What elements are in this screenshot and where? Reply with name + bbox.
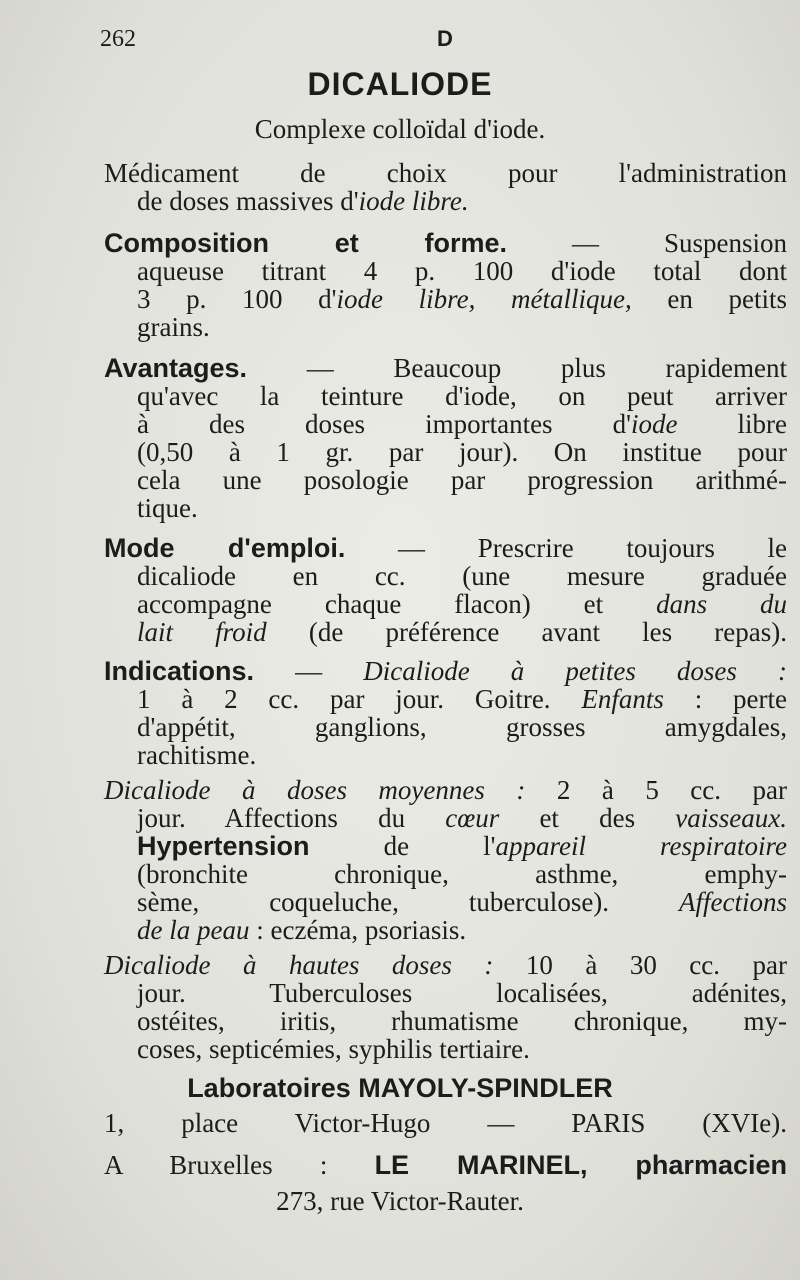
- composition-line-3: 3 p. 100 d'iode libre, métallique, en petits: [137, 284, 787, 314]
- section-letter: D: [437, 26, 453, 51]
- indications-line-4: rachitisme.: [137, 740, 257, 770]
- avantages-line-3: à des doses importantes d'iode libre: [137, 409, 788, 439]
- brussels-line: A Bruxelles : LE MARINEL, pharmacien: [104, 1150, 787, 1180]
- avantages-line-2: qu'avec la teinture d'iode, on peut arriver: [137, 381, 787, 411]
- indications-line-2: 1 à 2 cc. par jour. Goitre. Enfants : perte: [137, 684, 788, 714]
- mode-line-4: lait froid (de préférence avant les repas).: [137, 617, 787, 647]
- laboratory-name: Laboratoires MAYOLY-SPINDLER: [187, 1073, 613, 1103]
- moyennes-line-1: Dicaliode à doses moyennes : 2 à 5 cc. par: [104, 775, 787, 805]
- composition-line-2: aqueuse titrant 4 p. 100 d'iode total dont: [137, 256, 787, 286]
- indications-line-3: d'appétit, ganglions, grosses amygdales,: [137, 712, 787, 742]
- intro-line-1: Médicament de choix pour l'administration: [104, 158, 787, 188]
- indications-line-1: Indications. — Dicaliode à petites doses :: [104, 656, 788, 686]
- hautes-line-1: Dicaliode à hautes doses : 10 à 30 cc. par: [104, 950, 787, 980]
- moyennes-line-4: (bronchite chronique, asthme, emphy-: [137, 859, 787, 889]
- avantages-line-6: tique.: [137, 493, 198, 523]
- mode-line-2: dicaliode en cc. (une mesure graduée: [137, 561, 787, 591]
- avantages-line-4: (0,50 à 1 gr. par jour). On institue pour: [137, 437, 787, 467]
- composition-label: Composition et forme.: [104, 228, 507, 258]
- hautes-line-4: coses, septicémies, syphilis tertiaire.: [137, 1034, 530, 1064]
- hautes-line-3: ostéites, iritis, rhumatisme chronique, my-: [137, 1006, 787, 1036]
- mode-line-3: accompagne chaque flacon) et dans du: [137, 589, 788, 619]
- indications-label: Indications.: [104, 656, 255, 686]
- avantages-line-5: cela une posologie par progression arithmé-: [137, 465, 787, 495]
- moyennes-line-6: de la peau : eczéma, psoriasis.: [137, 915, 467, 945]
- composition-line-4: grains.: [137, 312, 210, 342]
- composition-line-1: Composition et forme. — Suspension: [104, 228, 788, 258]
- moyennes-line-3: Hypertension de l'appareil respiratoire: [137, 831, 787, 861]
- brussels-address: 273, rue Victor-Rauter.: [276, 1186, 524, 1216]
- mode-line-1: Mode d'emploi. — Prescrire toujours le: [104, 533, 788, 563]
- laboratory-address: 1, place Victor-Hugo — PARIS (XVIe).: [104, 1108, 787, 1138]
- product-subtitle: Complexe colloïdal d'iode.: [254, 114, 546, 144]
- moyennes-line-5: sème, coqueluche, tuberculose). Affections: [137, 887, 787, 917]
- product-title: DICALIODE: [307, 66, 493, 102]
- avantages-line-1: Avantages. — Beaucoup plus rapidement: [104, 353, 788, 383]
- mode-label: Mode d'emploi.: [104, 533, 346, 563]
- avantages-label: Avantages.: [104, 353, 248, 383]
- intro-line-2: de doses massives d'iode libre.: [137, 186, 469, 216]
- moyennes-line-2: jour. Affections du cœur et des vaisseaux.: [137, 803, 787, 833]
- page-number: 262: [100, 26, 136, 52]
- hautes-line-2: jour. Tuberculoses localisées, adénites,: [137, 978, 787, 1008]
